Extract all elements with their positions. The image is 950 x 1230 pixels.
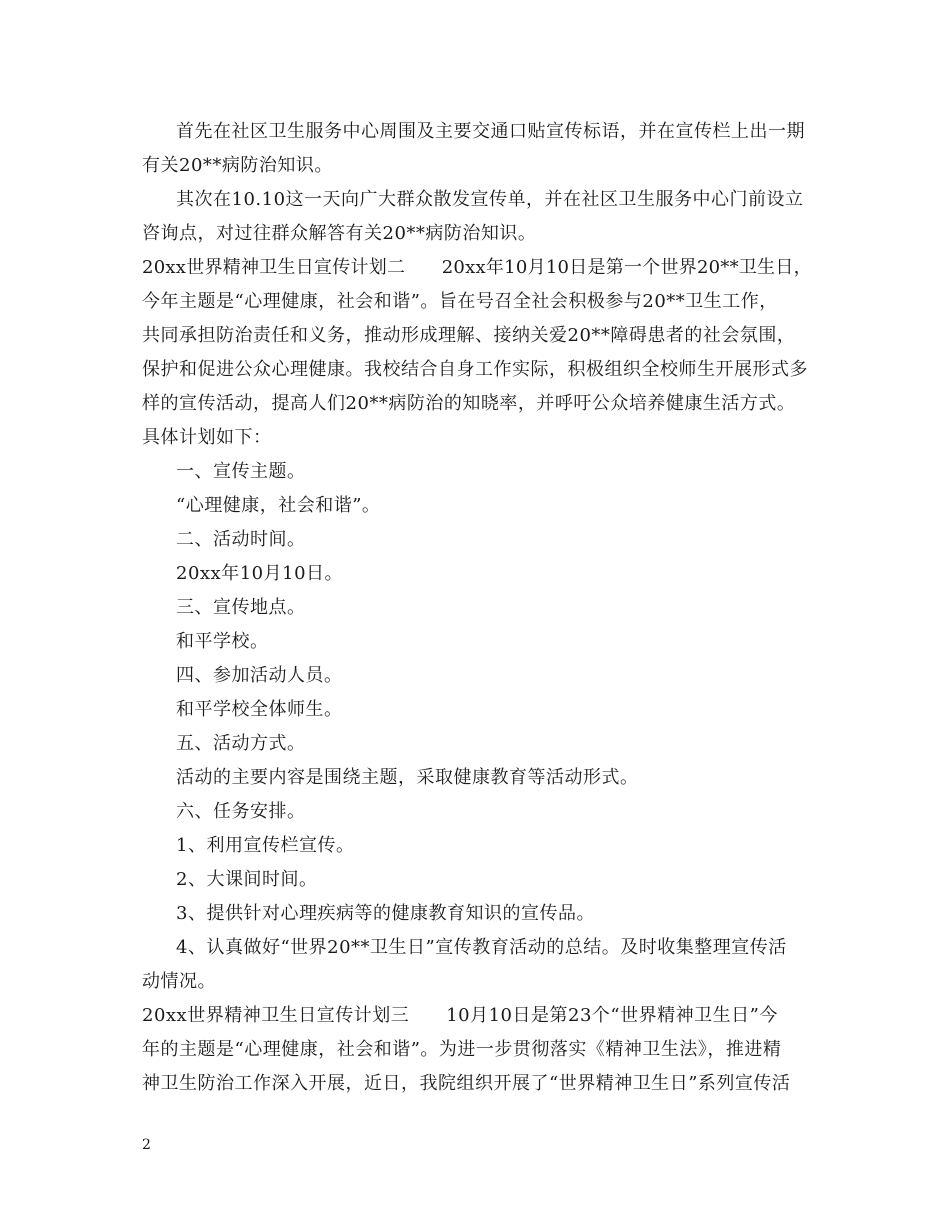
section-heading-line: 20xx世界精神卫生日宣传计划二 20xx年10月10日是第一个世界20**卫生日， <box>142 257 812 278</box>
paragraph-line: 共同承担防治责任和义务，推动形成理解、接纳关爱20**障碍患者的社会氛围， <box>142 325 796 346</box>
paragraph-line: 年的主题是“心理健康，社会和谐”。为进一步贯彻落实《精神卫生法》，推进精 <box>142 1039 782 1060</box>
list-item: 4、认真做好“世界20**卫生日”宣传教育活动的总结。及时收集整理宣传活 <box>176 937 787 958</box>
list-item: 二、活动时间。 <box>176 529 306 550</box>
paragraph-line: 样的宣传活动，提高人们20**病防治的知晓率，并呼吁公众培养健康生活方式。 <box>142 393 796 414</box>
list-item: 四、参加活动人员。 <box>176 665 343 686</box>
list-item: 一、宣传主题。 <box>176 461 306 482</box>
paragraph-line: 具体计划如下： <box>142 427 272 448</box>
page-number: 2 <box>142 1137 151 1153</box>
paragraph-line: 首先在社区卫生服务中心周围及主要交通口贴宣传标语，并在宣传栏上出一期 <box>176 121 805 142</box>
paragraph-line: 其次在10.10这一天向广大群众散发宣传单，并在社区卫生服务中心门前设立 <box>176 189 804 210</box>
list-item: 20xx年10月10日。 <box>176 563 344 584</box>
list-item: 三、宣传地点。 <box>176 597 306 618</box>
list-item: “心理健康，社会和谐”。 <box>176 495 381 516</box>
paragraph-line: 咨询点，对过往群众解答有关20**病防治知识。 <box>142 223 537 244</box>
list-item: 和平学校。 <box>176 631 269 652</box>
paragraph-line: 今年主题是“心理健康，社会和谐”。旨在号召全社会积极参与20**卫生工作， <box>142 291 778 312</box>
list-item: 和平学校全体师生。 <box>176 699 343 720</box>
section-heading-line: 20xx世界精神卫生日宣传计划三 10月10日是第23个“世界精神卫生日”今 <box>142 1005 778 1026</box>
list-item: 1、利用宣传栏宣传。 <box>176 835 355 856</box>
list-item: 活动的主要内容是围绕主题，采取健康教育等活动形式。 <box>176 767 639 788</box>
paragraph-line: 神卫生防治工作深入开展，近日，我院组织开展了“世界精神卫生日”系列宣传活 <box>142 1073 791 1094</box>
list-item: 2、大课间时间。 <box>176 869 318 890</box>
paragraph-line: 保护和促进公众心理健康。我校结合自身工作实际，积极组织全校师生开展形式多 <box>142 359 808 380</box>
list-item: 五、活动方式。 <box>176 733 306 754</box>
list-item: 六、任务安排。 <box>176 801 306 822</box>
list-item: 3、提供针对心理疾病等的健康教育知识的宣传品。 <box>176 903 595 924</box>
paragraph-line: 动情况。 <box>142 971 216 992</box>
paragraph-line: 有关20**病防治知识。 <box>142 155 333 176</box>
